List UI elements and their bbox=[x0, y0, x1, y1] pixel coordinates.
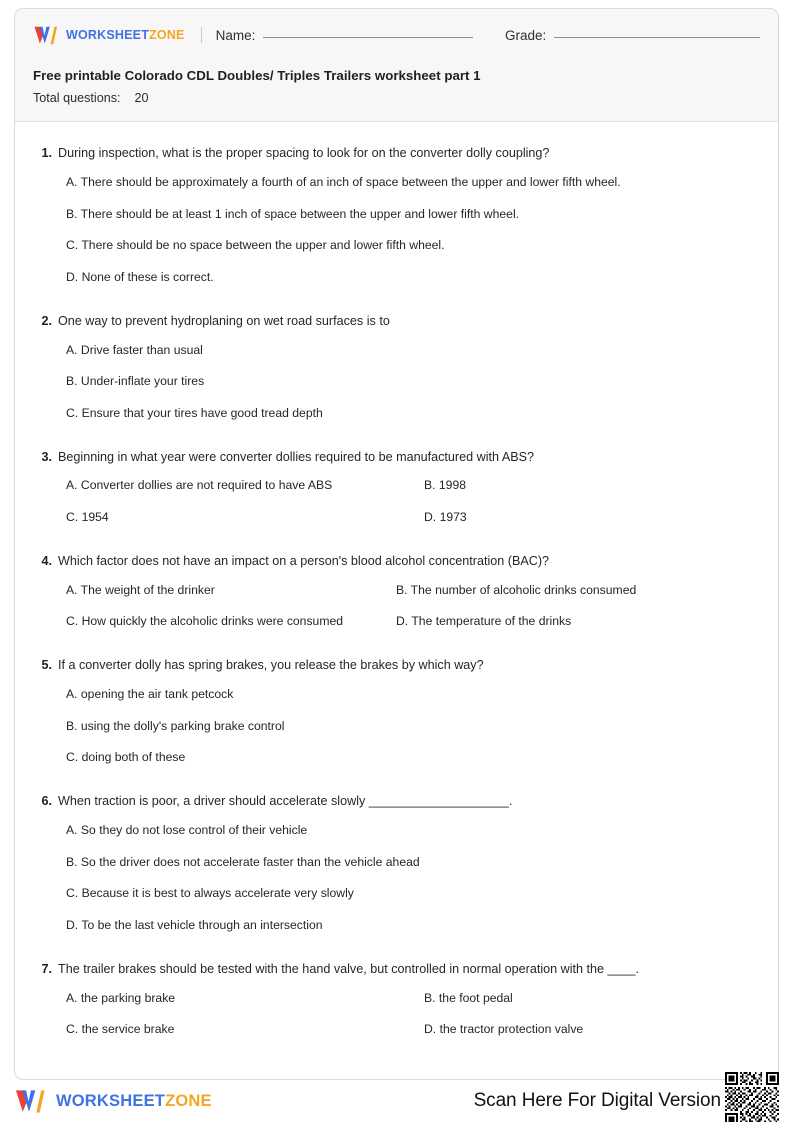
qr-code-icon[interactable] bbox=[725, 1072, 779, 1122]
answer-option[interactable]: B. The number of alcoholic drinks consumed bbox=[396, 582, 637, 597]
question-number: 2. bbox=[41, 313, 52, 328]
answer-option[interactable]: D. 1973 bbox=[424, 510, 467, 525]
answer-option[interactable]: C. the service brake bbox=[66, 1022, 175, 1037]
question-text: When traction is poor, a driver should accelerate slowly ____________________. bbox=[58, 794, 513, 809]
page-footer bbox=[0, 1080, 793, 1122]
option-list bbox=[33, 815, 760, 942]
worksheet-card bbox=[14, 8, 779, 1080]
answer-option[interactable]: B. the foot pedal bbox=[424, 990, 513, 1005]
total-questions bbox=[33, 90, 760, 106]
scan-here-text: Scan Here For Digital Version bbox=[473, 1090, 721, 1111]
question-text: The trailer brakes should be tested with the hand valve, but controlled in normal operation with the ____. bbox=[58, 961, 640, 976]
question-text: Beginning in what year were converter dollies required to be manufactured with ABS? bbox=[58, 449, 535, 464]
brand-logo bbox=[33, 25, 185, 46]
questions-list bbox=[15, 122, 778, 1064]
answer-option[interactable]: C. There should be no space between the upper and lower fifth wheel. bbox=[66, 238, 445, 253]
question-item bbox=[33, 656, 760, 774]
question-text: Which factor does not have an impact on a person's blood alcohol concentration (BAC)? bbox=[58, 553, 550, 568]
answer-option[interactable]: C. How quickly the alcoholic drinks were consumed bbox=[66, 614, 344, 629]
footer-scan-group bbox=[474, 1074, 779, 1122]
option-list bbox=[33, 679, 760, 774]
brand-name-part1: WORKSHEET bbox=[66, 27, 150, 42]
worksheet-header bbox=[15, 9, 778, 122]
header-top-row bbox=[33, 21, 760, 49]
answer-option[interactable]: C. Ensure that your tires have good tread depth bbox=[66, 405, 323, 420]
option-list bbox=[33, 335, 760, 430]
answer-option[interactable]: A. The weight of the drinker bbox=[66, 582, 215, 597]
footer-brand-name-part2: ZONE bbox=[165, 1091, 212, 1110]
option-row bbox=[66, 575, 760, 607]
question-header bbox=[33, 552, 760, 571]
worksheet-zone-logo-icon bbox=[14, 1088, 47, 1115]
footer-brand-logo bbox=[14, 1088, 212, 1115]
question-text: One way to prevent hydroplaning on wet road surfaces is to bbox=[58, 313, 390, 328]
option-list bbox=[33, 575, 760, 638]
total-questions-label: Total questions: bbox=[33, 91, 121, 106]
grade-input-line[interactable] bbox=[554, 37, 760, 38]
question-header bbox=[33, 144, 760, 163]
option-list bbox=[33, 470, 760, 533]
grade-field[interactable] bbox=[505, 28, 760, 43]
question-number: 3. bbox=[41, 449, 52, 464]
worksheet-title: Free printable Colorado CDL Doubles/ Triples Trailers worksheet part 1 bbox=[33, 68, 481, 83]
answer-option[interactable]: A. Converter dollies are not required to have ABS bbox=[66, 478, 333, 493]
question-number: 5. bbox=[41, 658, 52, 673]
question-header bbox=[33, 656, 760, 675]
total-questions-value: 20 bbox=[134, 91, 149, 106]
question-number: 4. bbox=[41, 553, 52, 568]
question-item bbox=[33, 144, 760, 294]
question-item bbox=[33, 312, 760, 430]
option-list bbox=[33, 983, 760, 1046]
option-row bbox=[66, 983, 760, 1015]
answer-option[interactable]: D. None of these is correct. bbox=[66, 269, 214, 284]
answer-option[interactable]: A. Drive faster than usual bbox=[66, 342, 203, 357]
option-list bbox=[33, 167, 760, 294]
answer-option[interactable]: A. opening the air tank petcock bbox=[66, 687, 234, 702]
question-header bbox=[33, 312, 760, 331]
answer-option[interactable]: A. So they do not lose control of their vehicle bbox=[66, 822, 308, 837]
question-header bbox=[33, 960, 760, 979]
option-row bbox=[66, 470, 760, 502]
answer-option[interactable]: B. using the dolly's parking brake control bbox=[66, 718, 285, 733]
answer-option[interactable]: C. Because it is best to always accelerate very slowly bbox=[66, 886, 354, 901]
question-item bbox=[33, 552, 760, 638]
answer-option[interactable]: D. the tractor protection valve bbox=[424, 1022, 584, 1037]
answer-option[interactable]: B. Under-inflate your tires bbox=[66, 374, 205, 389]
answer-option[interactable]: D. To be the last vehicle through an intersection bbox=[66, 918, 323, 933]
question-number: 7. bbox=[41, 961, 52, 976]
footer-brand-name bbox=[56, 1093, 212, 1110]
brand-name-part2: ZONE bbox=[149, 27, 185, 42]
option-row bbox=[66, 1014, 760, 1046]
name-field[interactable] bbox=[216, 28, 473, 43]
worksheet-zone-logo-icon bbox=[33, 25, 59, 46]
option-row bbox=[66, 502, 760, 534]
footer-brand-name-part1: WORKSHEET bbox=[56, 1091, 166, 1110]
question-item bbox=[33, 448, 760, 534]
answer-option[interactable]: C. doing both of these bbox=[66, 750, 186, 765]
answer-option[interactable]: B. So the driver does not accelerate faster than the vehicle ahead bbox=[66, 854, 420, 869]
question-item bbox=[33, 792, 760, 942]
answer-option[interactable]: A. the parking brake bbox=[66, 990, 176, 1005]
answer-option[interactable]: C. 1954 bbox=[66, 510, 109, 525]
grade-label: Grade: bbox=[505, 27, 547, 43]
question-number: 6. bbox=[41, 794, 52, 809]
question-header bbox=[33, 792, 760, 811]
name-input-line[interactable] bbox=[263, 37, 473, 38]
question-text: During inspection, what is the proper spacing to look for on the converter dolly coupling? bbox=[58, 146, 550, 160]
question-text: If a converter dolly has spring brakes, you release the brakes by which way? bbox=[58, 658, 484, 673]
answer-option[interactable]: A. There should be approximately a fourth of an inch of space between the upper and lower fifth wheel. bbox=[66, 174, 621, 189]
header-divider bbox=[201, 27, 202, 43]
question-number: 1. bbox=[41, 146, 52, 160]
answer-option[interactable]: D. The temperature of the drinks bbox=[396, 614, 572, 629]
answer-option[interactable]: B. There should be at least 1 inch of space between the upper and lower fifth wheel. bbox=[66, 206, 520, 221]
question-item bbox=[33, 960, 760, 1046]
question-header bbox=[33, 448, 760, 467]
name-label: Name: bbox=[215, 27, 256, 43]
brand-name bbox=[66, 29, 185, 42]
answer-option[interactable]: B. 1998 bbox=[424, 478, 467, 493]
option-row bbox=[66, 606, 760, 638]
